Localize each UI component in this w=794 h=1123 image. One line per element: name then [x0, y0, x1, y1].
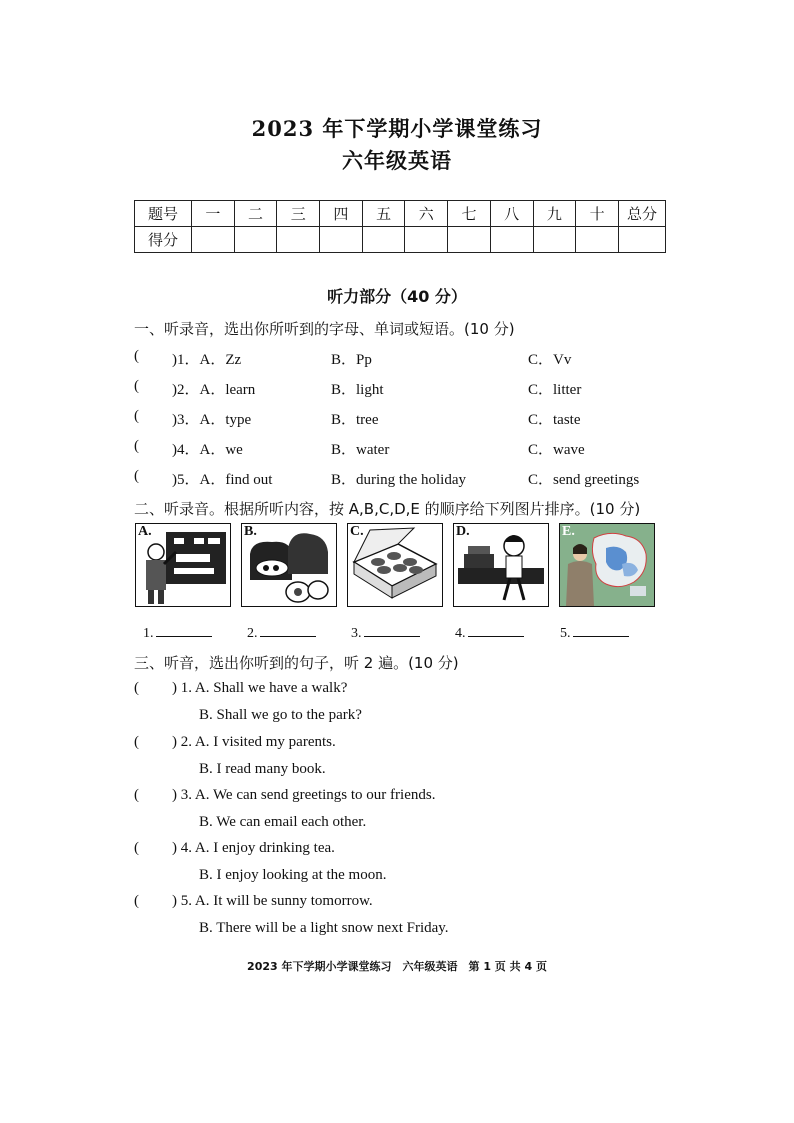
- part1-item-a: )4．A．we: [172, 442, 243, 458]
- part3-option-a: ) 3. A. We can send greetings to our friends.: [172, 787, 436, 803]
- part1-item-b: B．water: [331, 442, 390, 458]
- answer-blank[interactable]: [247, 624, 316, 642]
- score-input-cell[interactable]: [320, 227, 363, 253]
- score-input-cell[interactable]: [277, 227, 320, 253]
- part3-option-a: ) 2. A. I visited my parents.: [172, 734, 336, 750]
- part1-item-a: )5．A．find out: [172, 472, 273, 488]
- score-cell: 题号: [135, 201, 192, 227]
- score-cell: 一: [192, 201, 235, 227]
- part3-option-a: ) 5. A. It will be sunny tomorrow.: [172, 893, 373, 909]
- page-subtitle: 六年级英语: [342, 148, 452, 173]
- part3-option-a: ) 4. A. I enjoy drinking tea.: [172, 840, 335, 856]
- picture-e: [559, 523, 655, 607]
- part1-item-c: C．wave: [528, 442, 585, 458]
- score-cell: 三: [277, 201, 320, 227]
- score-cell: 四: [320, 201, 363, 227]
- blank-number: 1.: [143, 626, 154, 641]
- answer-paren: (: [134, 893, 139, 909]
- blank-line[interactable]: [260, 624, 316, 637]
- answer-paren: (: [134, 787, 139, 803]
- picture-label: E.: [562, 524, 575, 539]
- page-footer: 2023 年下学期小学课堂练习 六年级英语 第 1 页 共 4 页: [247, 960, 547, 973]
- score-input-cell[interactable]: [362, 227, 405, 253]
- blank-line[interactable]: [468, 624, 524, 637]
- answer-paren: (: [134, 378, 139, 394]
- part1-item-a: )3．A．type: [172, 412, 252, 428]
- part1-item-c: C．litter: [528, 382, 582, 398]
- score-input-cell[interactable]: [533, 227, 576, 253]
- score-cell: 七: [448, 201, 491, 227]
- part3-option-b: B. I enjoy looking at the moon.: [199, 867, 387, 883]
- part1-item-b: B．tree: [331, 412, 379, 428]
- part1-item-a: )2．A．learn: [172, 382, 256, 398]
- page-title: 2023 年下学期小学课堂练习: [251, 116, 543, 141]
- score-cell: 总分: [619, 201, 666, 227]
- score-input-cell[interactable]: [619, 227, 666, 253]
- score-input-cell[interactable]: [405, 227, 448, 253]
- picture-d: [453, 523, 549, 607]
- score-cell: 十: [576, 201, 619, 227]
- score-cell: 五: [362, 201, 405, 227]
- part1-item-c: C．taste: [528, 412, 581, 428]
- picture-label: B.: [244, 524, 257, 539]
- score-cell: 八: [490, 201, 533, 227]
- score-table-header-row: [135, 201, 666, 227]
- part1-item-b: B．during the holiday: [331, 472, 466, 488]
- blank-line[interactable]: [364, 624, 420, 637]
- blank-number: 4.: [455, 626, 466, 641]
- score-input-cell[interactable]: [448, 227, 491, 253]
- score-cell: 六: [405, 201, 448, 227]
- picture-label: D.: [456, 524, 470, 539]
- picture-label: C.: [350, 524, 364, 539]
- answer-blank[interactable]: [560, 624, 629, 642]
- score-input-cell[interactable]: [192, 227, 235, 253]
- part1-item-b: B．Pp: [331, 352, 372, 368]
- part1-heading: 一、听录音，选出你所听到的字母、单词或短语。(10 分): [134, 320, 515, 338]
- picture-b: [241, 523, 337, 607]
- picture-a: [135, 523, 231, 607]
- answer-blank[interactable]: [455, 624, 524, 642]
- part1-item-a: )1．A．Zz: [172, 352, 242, 368]
- answer-paren: (: [134, 438, 139, 454]
- part3-option-a: ) 1. A. Shall we have a walk?: [172, 680, 348, 696]
- blank-number: 2.: [247, 626, 258, 641]
- part3-option-b: B. There will be a light snow next Friday.: [199, 920, 449, 936]
- answer-paren: (: [134, 348, 139, 364]
- score-input-cell[interactable]: [234, 227, 277, 253]
- part1-item-c: C．send greetings: [528, 472, 640, 488]
- part3-option-b: B. We can email each other.: [199, 814, 367, 830]
- blank-number: 5.: [560, 626, 571, 641]
- answer-blank[interactable]: [351, 624, 420, 642]
- score-cell: 九: [533, 201, 576, 227]
- part2-heading: 二、听录音。根据所听内容，按 A,B,C,D,E 的顺序给下列图片排序。(10 分): [134, 500, 641, 518]
- part1-item-b: B．light: [331, 382, 384, 398]
- blank-line[interactable]: [156, 624, 212, 637]
- score-cell: 得分: [135, 227, 192, 253]
- part1-item: [134, 348, 139, 365]
- answer-paren: (: [134, 468, 139, 484]
- answer-paren: (: [134, 680, 139, 696]
- score-table: [134, 200, 666, 253]
- part3-option-b: B. Shall we go to the park?: [199, 707, 362, 723]
- score-input-cell[interactable]: [490, 227, 533, 253]
- score-cell: 二: [234, 201, 277, 227]
- score-input-cell[interactable]: [576, 227, 619, 253]
- answer-paren: (: [134, 840, 139, 856]
- listening-heading: 听力部分（40 分）: [327, 287, 467, 306]
- answer-paren: (: [134, 734, 139, 750]
- picture-c: [347, 523, 443, 607]
- part3-option-b: B. I read many book.: [199, 761, 326, 777]
- answer-blank[interactable]: [143, 624, 212, 642]
- picture-label: A.: [138, 524, 152, 539]
- part1-item-c: C．Vv: [528, 352, 572, 368]
- answer-paren: (: [134, 408, 139, 424]
- score-table-score-row: [135, 227, 666, 253]
- blank-line[interactable]: [573, 624, 629, 637]
- part3-heading: 三、听音，选出你听到的句子，听 2 遍。(10 分): [134, 654, 459, 672]
- blank-number: 3.: [351, 626, 362, 641]
